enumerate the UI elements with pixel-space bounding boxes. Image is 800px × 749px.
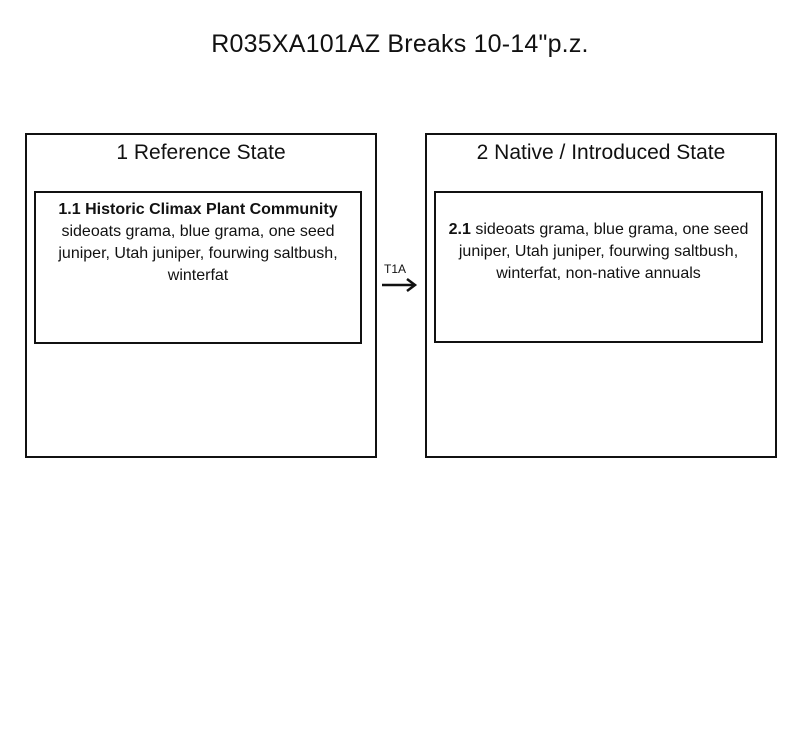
community-heading-1-1: 1.1 Historic Climax Plant Community (58, 201, 338, 218)
state-box-native-introduced (425, 133, 777, 458)
state-title-reference: 1 Reference State (116, 141, 286, 164)
transition-arrow-icon (380, 276, 420, 294)
diagram-title: R035XA101AZ Breaks 10-14"p.z. (211, 30, 589, 58)
state-box-reference (25, 133, 377, 458)
community-species-1-1: sideoats grama, blue grama, one seed juniper, Utah juniper, fourwing saltbush, winterfat (58, 223, 338, 284)
community-species-2-1: sideoats grama, blue grama, one seed juniper, Utah juniper, fourwing saltbush, winterfat, non-native annuals (458, 221, 749, 282)
community-heading-2-1: 2.1 (448, 221, 476, 238)
community-box-1-1 (34, 191, 362, 344)
transition-label-t1a: T1A (384, 262, 407, 276)
community-box-2-1 (434, 191, 763, 343)
state-title-native-introduced: 2 Native / Introduced State (476, 141, 726, 164)
